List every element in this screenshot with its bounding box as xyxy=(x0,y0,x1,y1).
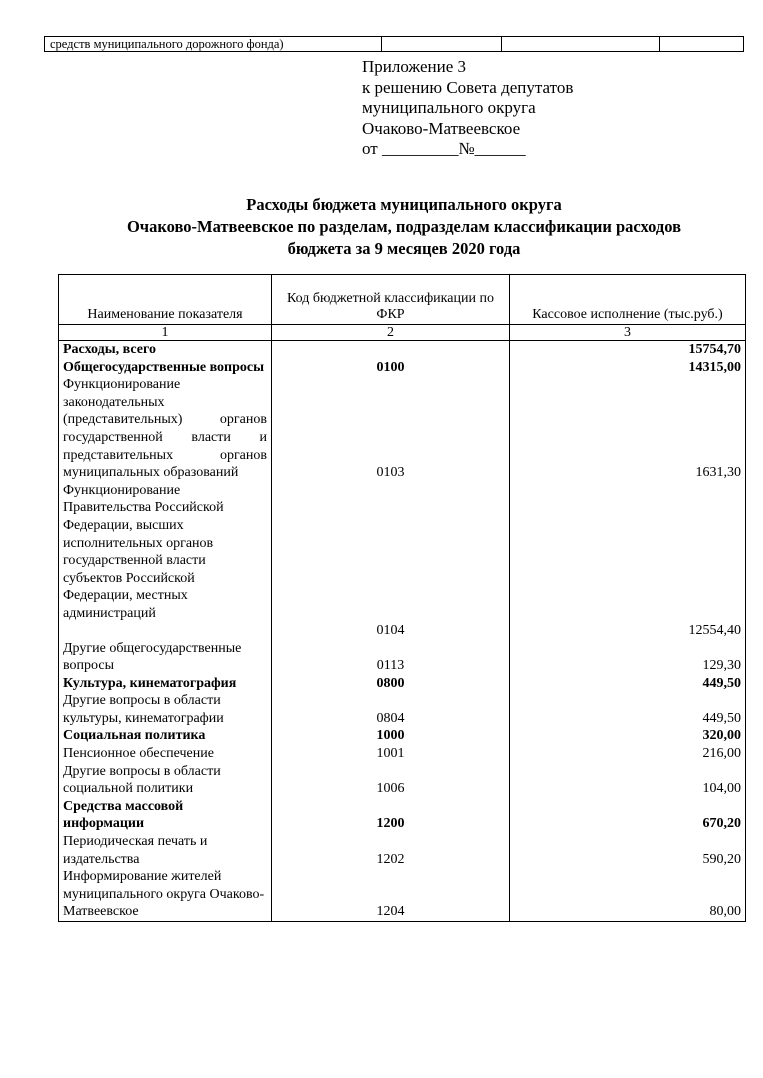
row-amount: 104,00 xyxy=(510,763,746,798)
table-row xyxy=(59,376,746,482)
row-name: Социальная политика xyxy=(59,727,272,745)
row-name: Другие вопросы в области культуры, кинематографии xyxy=(59,692,272,727)
table-row xyxy=(59,833,746,868)
row-code: 1000 xyxy=(272,727,510,745)
title-line: Очаково-Матвеевское по разделам, подразделам классификации расходов xyxy=(126,217,682,236)
row-name: Информирование жителей муниципального округа Очаково-Матвеевское xyxy=(59,868,272,921)
row-amount: 670,20 xyxy=(510,798,746,833)
row-name: Функционирование Правительства Российской Федерации, высших исполнительных органов государственной власти субъектов Российской Федерации, местных администраций xyxy=(59,482,272,640)
table-row xyxy=(59,482,746,640)
row-code: 1202 xyxy=(272,833,510,868)
expenditure-table xyxy=(58,274,746,922)
table-row xyxy=(59,341,746,359)
row-name: Культура, кинематография xyxy=(59,675,272,693)
row-amount: 449,50 xyxy=(510,692,746,727)
row-code: 1001 xyxy=(272,745,510,763)
document-title xyxy=(44,194,763,260)
column-number: 1 xyxy=(59,325,272,341)
previous-table-cell-empty xyxy=(660,37,743,51)
row-name: Функционирование законодательных (представительных) органов государственной власти и представительных органов муниципальных образований xyxy=(59,376,272,482)
column-header-code: Код бюджетной классификации по ФКР xyxy=(272,275,510,325)
row-name: Периодическая печать и издательства xyxy=(59,833,272,868)
row-amount: 320,00 xyxy=(510,727,746,745)
title-line: Расходы бюджета муниципального округа xyxy=(246,195,562,214)
table-header-row xyxy=(59,275,746,325)
row-amount: 1631,30 xyxy=(510,376,746,482)
row-code xyxy=(272,341,510,359)
previous-table-cell-text: средств муниципального дорожного фонда) xyxy=(45,37,382,51)
table-row xyxy=(59,675,746,693)
appendix-line: Приложение 3 xyxy=(362,57,466,76)
appendix-note xyxy=(362,57,573,160)
column-header-name: Наименование показателя xyxy=(59,275,272,325)
row-name: Другие общегосударственные вопросы xyxy=(59,640,272,675)
column-header-amount: Кассовое исполнение (тыс.руб.) xyxy=(510,275,746,325)
title-line: бюджета за 9 месяцев 2020 года xyxy=(287,239,521,258)
previous-table-cell-empty xyxy=(382,37,502,51)
row-name: Другие вопросы в области социальной политики xyxy=(59,763,272,798)
table-row xyxy=(59,727,746,745)
row-name: Средства массовой информации xyxy=(59,798,272,833)
table-row xyxy=(59,868,746,921)
row-amount: 15754,70 xyxy=(510,341,746,359)
table-row xyxy=(59,359,746,377)
row-amount: 80,00 xyxy=(510,868,746,921)
row-code: 0100 xyxy=(272,359,510,377)
table-row xyxy=(59,763,746,798)
previous-table-cell-empty xyxy=(502,37,660,51)
row-code: 1200 xyxy=(272,798,510,833)
row-code: 0804 xyxy=(272,692,510,727)
appendix-line: муниципального округа xyxy=(362,98,536,117)
row-code: 1204 xyxy=(272,868,510,921)
row-amount: 449,50 xyxy=(510,675,746,693)
table-row xyxy=(59,798,746,833)
row-amount: 12554,40 xyxy=(510,482,746,640)
appendix-line: от _________№______ xyxy=(362,139,526,158)
row-code: 0113 xyxy=(272,640,510,675)
row-code: 0800 xyxy=(272,675,510,693)
row-name: Пенсионное обеспечение xyxy=(59,745,272,763)
row-code: 0103 xyxy=(272,376,510,482)
row-amount: 216,00 xyxy=(510,745,746,763)
row-amount: 129,30 xyxy=(510,640,746,675)
row-code: 1006 xyxy=(272,763,510,798)
row-amount: 14315,00 xyxy=(510,359,746,377)
row-amount: 590,20 xyxy=(510,833,746,868)
column-number: 2 xyxy=(272,325,510,341)
row-name: Общегосударственные вопросы xyxy=(59,359,272,377)
table-row xyxy=(59,640,746,675)
previous-table-fragment xyxy=(44,36,744,52)
row-code: 0104 xyxy=(272,482,510,640)
table-row xyxy=(59,692,746,727)
column-number: 3 xyxy=(510,325,746,341)
column-number-row xyxy=(59,325,746,341)
appendix-line: Очаково-Матвеевское xyxy=(362,118,521,138)
appendix-line: к решению Совета депутатов xyxy=(362,77,574,97)
table-row xyxy=(59,745,746,763)
row-name: Расходы, всего xyxy=(59,341,272,359)
